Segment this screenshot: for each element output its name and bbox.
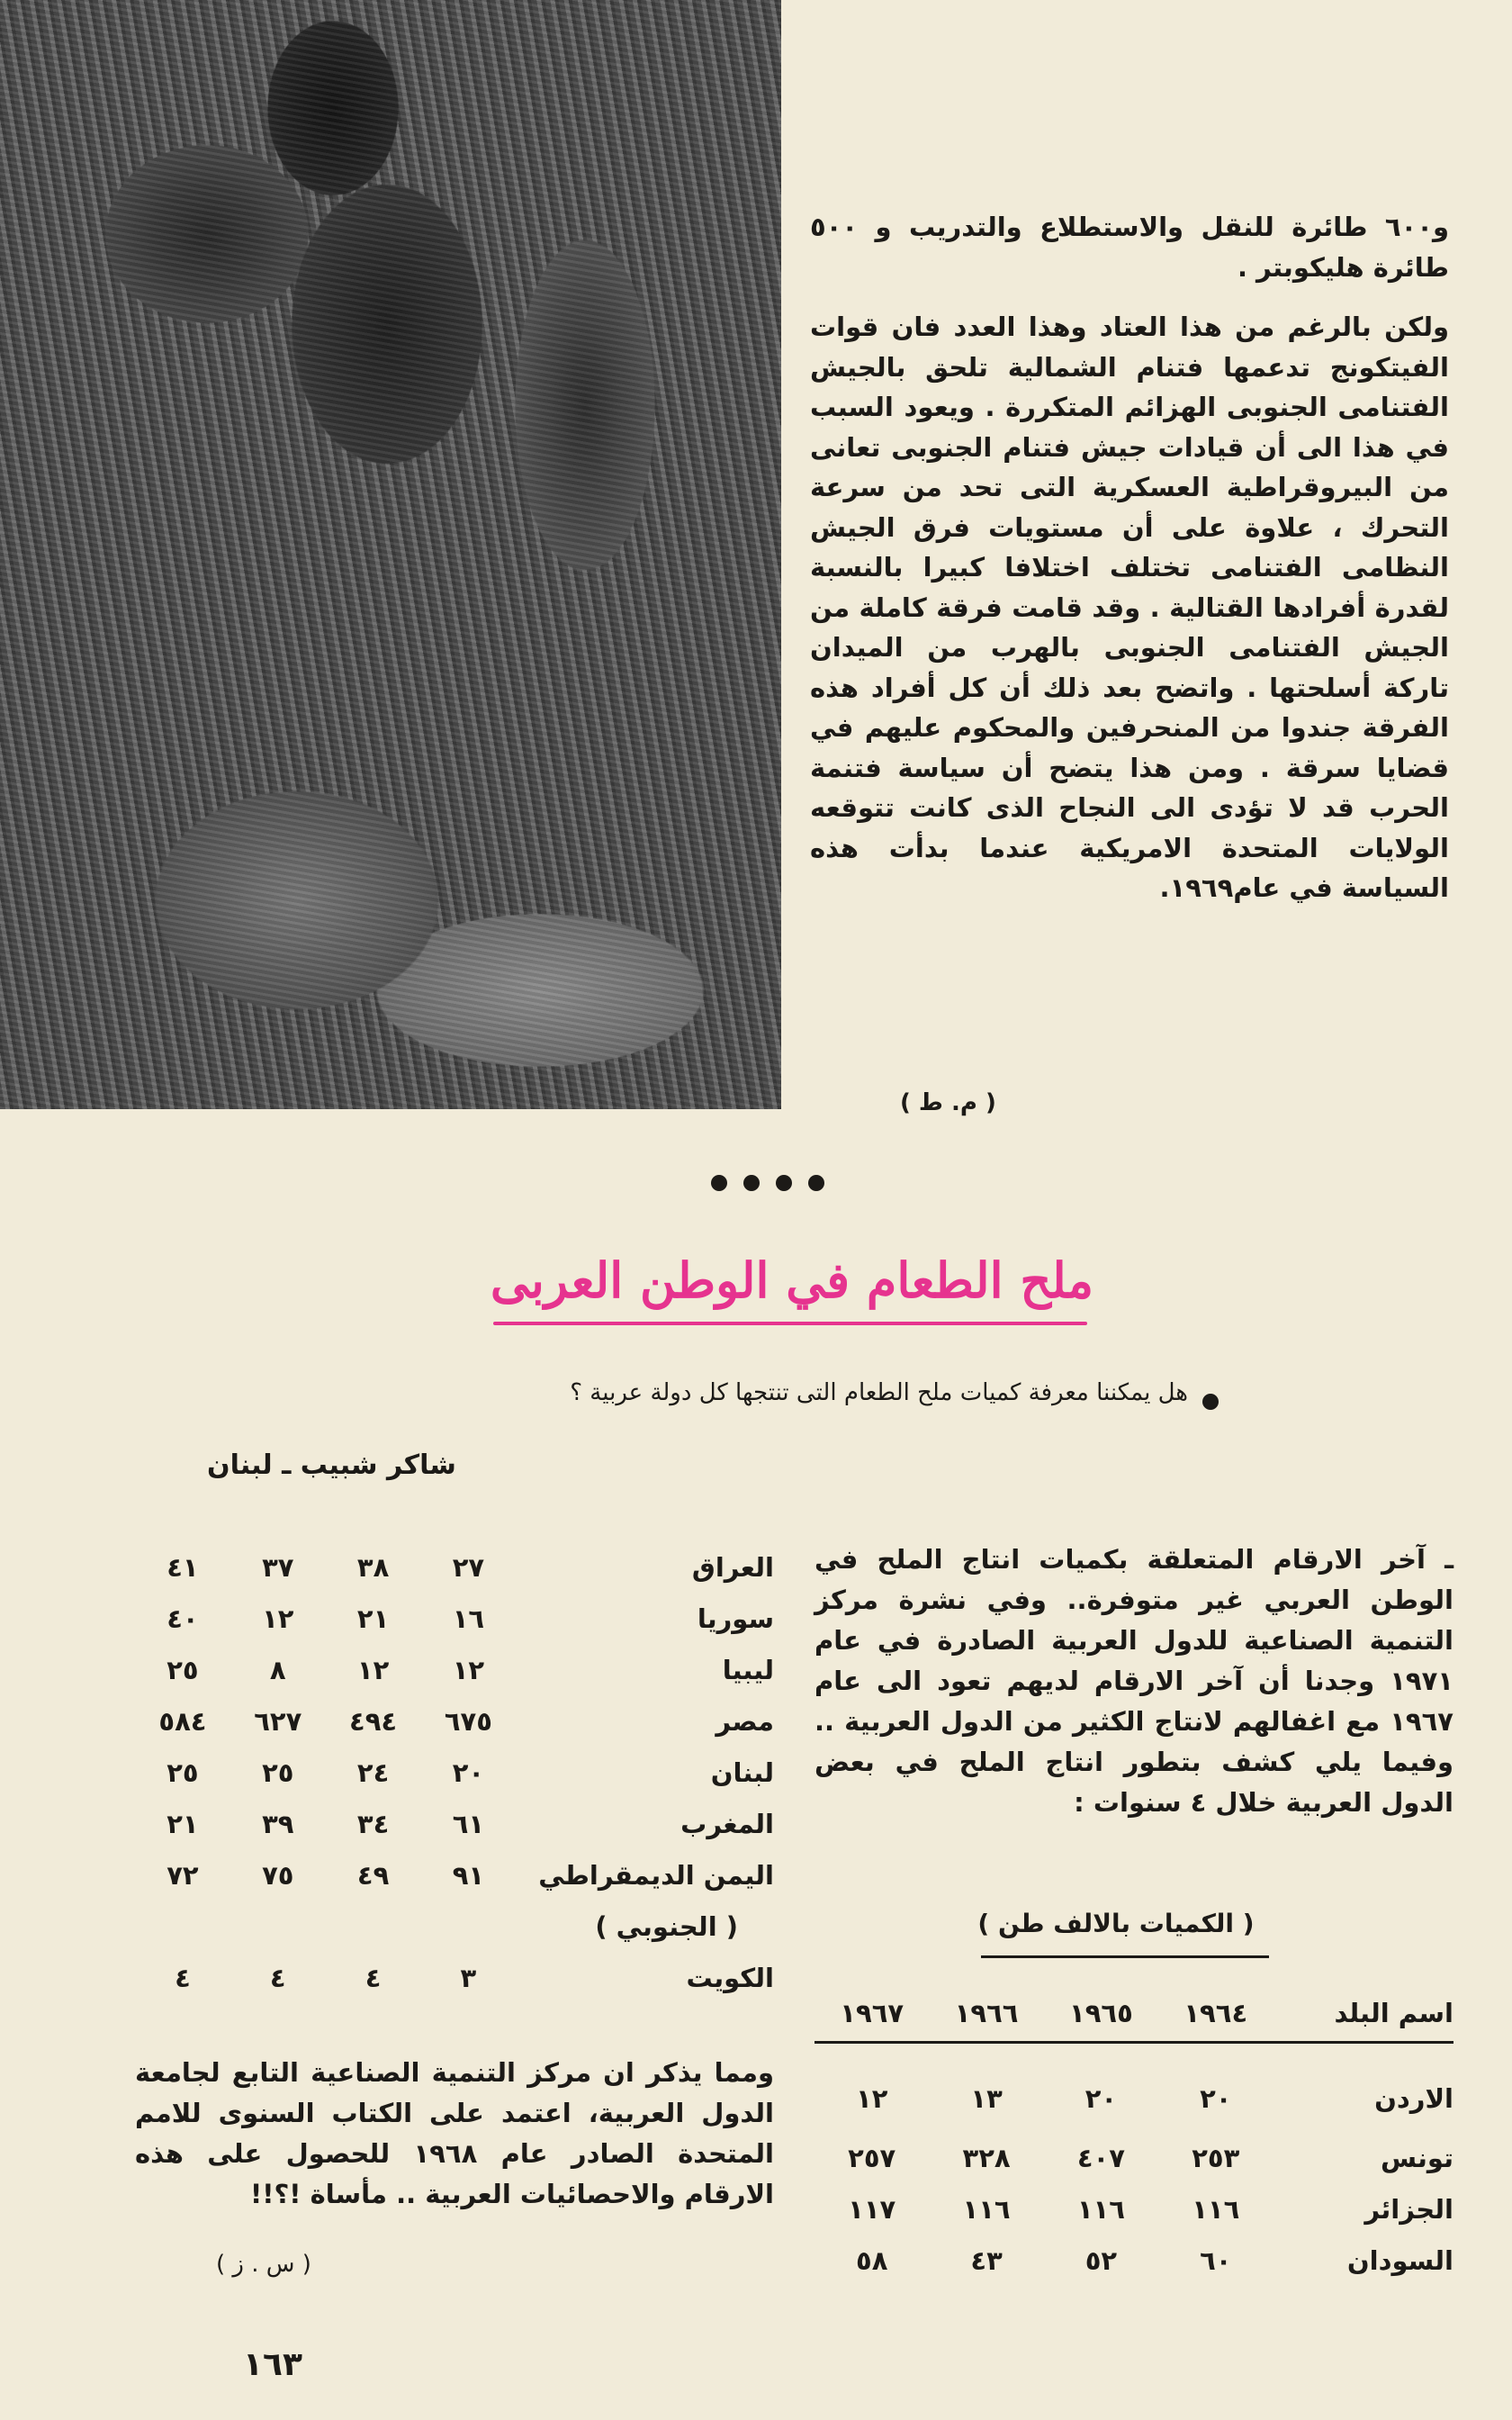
value-cell: ٧٥ [262, 1859, 294, 1891]
table-row [135, 1849, 774, 1901]
value-cell: ٣٧ [262, 1551, 294, 1583]
section-title: ملح الطعام في الوطن العربى [490, 1251, 1094, 1309]
article-paragraph: و٦٠٠ طائرة للنقل والاستطلاع والتدريب و ٥٠٠ طائرة هليكوبتر . [810, 212, 1449, 283]
country-cell: ( الجنوبي ) [595, 1910, 738, 1942]
table-row [814, 2235, 1454, 2286]
table-row [135, 1695, 774, 1747]
value-cell: ١١٦ [1076, 2193, 1125, 2225]
value-cell: ٦٧٥ [444, 1705, 492, 1737]
value-cell: ٤ [364, 1962, 382, 1993]
header-1965: ١٩٦٥ [1069, 1998, 1133, 2028]
country-cell: الجزائر [1364, 2193, 1454, 2225]
value-cell: ٣٩ [262, 1808, 294, 1839]
table-row [135, 1798, 774, 1849]
value-cell: ٢٤ [356, 1756, 390, 1788]
value-cell: ٧٢ [166, 1859, 199, 1891]
bullet-dot [776, 1175, 792, 1191]
value-cell: ٣٨ [356, 1551, 390, 1583]
value-cell: ١٣ [970, 2083, 1003, 2114]
country-cell: لبنان [710, 1756, 774, 1788]
value-cell: ٤١ [166, 1551, 199, 1583]
value-cell: ١١٦ [962, 2193, 1011, 2225]
country-cell: تونس [1381, 2142, 1454, 2173]
table-caption: ( الكميات بالالف طن ) [977, 1909, 1255, 1938]
table-row [814, 2132, 1454, 2183]
value-cell: ٤٠٧ [1076, 2142, 1125, 2173]
value-cell: ٥٨ [856, 2244, 888, 2276]
section-separator [711, 1175, 824, 1191]
country-cell: الاردن [1374, 2083, 1454, 2114]
value-cell: ٤٣ [970, 2244, 1003, 2276]
bullet-dot [743, 1175, 760, 1191]
table-row [135, 1952, 774, 2003]
value-cell: ٢٠ [1084, 2083, 1118, 2114]
value-cell: ٦١ [452, 1808, 485, 1839]
value-cell: ٢٠ [452, 1756, 485, 1788]
country-cell: اليمن الديمقراطي [538, 1859, 774, 1891]
header-1967: ١٩٦٧ [840, 1998, 904, 2028]
value-cell: ١١٦ [1192, 2193, 1240, 2225]
title-underline [493, 1322, 1087, 1325]
bullet-dot [808, 1175, 824, 1191]
value-cell: ٢١ [166, 1808, 199, 1839]
value-cell [230, 1901, 326, 1952]
value-cell: ٢٠ [1200, 2083, 1232, 2114]
value-cell: ٤٩ [356, 1859, 390, 1891]
top-article-column [810, 207, 1449, 928]
value-cell: ٢٥ [166, 1654, 199, 1685]
country-cell: المغرب [680, 1808, 774, 1839]
value-cell: ٣٢٨ [962, 2142, 1011, 2173]
value-cell: ٨ [269, 1654, 286, 1685]
question-bullet [1202, 1394, 1219, 1410]
value-cell [420, 1901, 516, 1952]
table-row [135, 1747, 774, 1798]
table-row [135, 1644, 774, 1695]
country-cell: مصر [716, 1705, 774, 1737]
value-cell [135, 1901, 230, 1952]
caption-underline [981, 1955, 1269, 1958]
value-cell: ٢٥٧ [848, 2142, 896, 2173]
value-cell: ٥٨٤ [158, 1705, 207, 1737]
country-cell: الكويت [686, 1962, 774, 1993]
value-cell: ٤٠ [166, 1603, 199, 1634]
value-cell: ١٦ [452, 1603, 485, 1634]
value-cell: ١٢ [856, 2083, 888, 2114]
top-article-signature: ( م. ط ) [900, 1089, 996, 1116]
value-cell: ٢١ [356, 1603, 390, 1634]
value-cell: ١١٧ [848, 2193, 896, 2225]
salt-table-left [135, 1541, 774, 2003]
question-author: شاكر شبيب ـ لبنان [207, 1449, 456, 1481]
answer-paragraph: ـ آخر الارقام المتعلقة بكميات انتاج الملح في الوطن العربي غير متوفرة.. وفي نشرة مركز التنمية الصناعية للدول العربية الصادرة في عام ١٩٧١ وجدنا أن آخر الارقام لديهم تعود الى عام ١٩٦٧ مع اغفالهم لانتاج الكثير من الدول العربية .. وفيما يلي كشف بتطور انتاج الملح في بعض الدول العربية خلال ٤ سنوات : [814, 1544, 1454, 1818]
value-cell: ٣٤ [356, 1808, 390, 1839]
value-cell: ٣ [460, 1962, 477, 1993]
country-cell: سوريا [697, 1603, 774, 1634]
table-row [814, 2043, 1454, 2133]
value-cell: ٤٩٤ [349, 1705, 398, 1737]
value-cell: ٥٢ [1084, 2244, 1118, 2276]
answer-signature: ( س . ز ) [216, 2251, 311, 2278]
country-cell: ليبيا [722, 1654, 774, 1685]
header-country: اسم البلد [1334, 1998, 1454, 2028]
table-row [814, 2183, 1454, 2235]
table-header-row [814, 1985, 1454, 2043]
value-cell: ٤ [175, 1962, 191, 1993]
value-cell: ٩١ [452, 1859, 485, 1891]
bullet-dot [711, 1175, 727, 1191]
value-cell: ١٢ [356, 1654, 390, 1685]
value-cell: ١٢ [262, 1603, 294, 1634]
value-cell [326, 1901, 421, 1952]
value-cell: ٢٧ [452, 1551, 485, 1583]
country-cell: العراق [691, 1551, 774, 1583]
table-row [135, 1541, 774, 1593]
value-cell: ٢٥ [166, 1756, 199, 1788]
value-cell: ٢٥ [262, 1756, 294, 1788]
value-cell: ٦٠ [1200, 2244, 1232, 2276]
value-cell: ١٢ [452, 1654, 485, 1685]
page-number: ١٦٣ [243, 2346, 302, 2383]
reader-question: هل يمكننا معرفة كميات ملح الطعام التى تنتجها كل دولة عربية ؟ [570, 1379, 1188, 1406]
article-paragraph: ولكن بالرغم من هذا العتاد وهذا العدد فان قوات الفيتكونج تدعمها فتنام الشمالية تلحق بالجيش الفتنامى الجنوبى الهزائم المتكررة . ويعود السبب في هذا الى أن قيادات جيش فتنام الجنوبى تعانى من البيروقراطية العسكرية التى تحد من سرعة التحرك ، علاوة على أن مستويات فرق الجيش النظامى الفتنامى تختلف اختلافا كبيرا بالنسبة لقدرة أفرادها القتالية . وقد قامت فرقة كاملة من الجيش الفتنامى الجنوبى بالهرب من الميدان تاركة أسلحتها . واتضح بعد ذلك أن كل أفراد هذه الفرقة جندوا من المنحرفين والمحكوم عليهم في قضايا سرقة . ومن هذا يتضح أن سياسة فتنمة الحرب قد لا تؤدى الى النجاح الذى كانت تتوقعه الولايات المتحدة الامريكية عندما بدأت هذه السياسة في عام١٩٦٩. [810, 312, 1449, 903]
table-row [135, 1593, 774, 1644]
header-1966: ١٩٦٦ [954, 1998, 1019, 2028]
vietnam-soldiers-photo [0, 0, 781, 1109]
table-row [135, 1901, 774, 1952]
country-cell: السودان [1346, 2244, 1454, 2276]
value-cell: ٢٥٣ [1192, 2142, 1240, 2173]
value-cell: ٦٢٧ [254, 1705, 302, 1737]
closing-paragraph: ومما يذكر ان مركز التنمية الصناعية التابع لجامعة الدول العربية، اعتمد على الكتاب السنوى للامم المتحدة الصادر عام ١٩٦٨ للحصول على هذه الارقام والاحصائيات العربية .. مأساة !؟!! [135, 2057, 774, 2209]
value-cell: ٤ [269, 1962, 286, 1993]
header-1964: ١٩٦٤ [1184, 1998, 1248, 2028]
salt-table-right [814, 1985, 1454, 2286]
